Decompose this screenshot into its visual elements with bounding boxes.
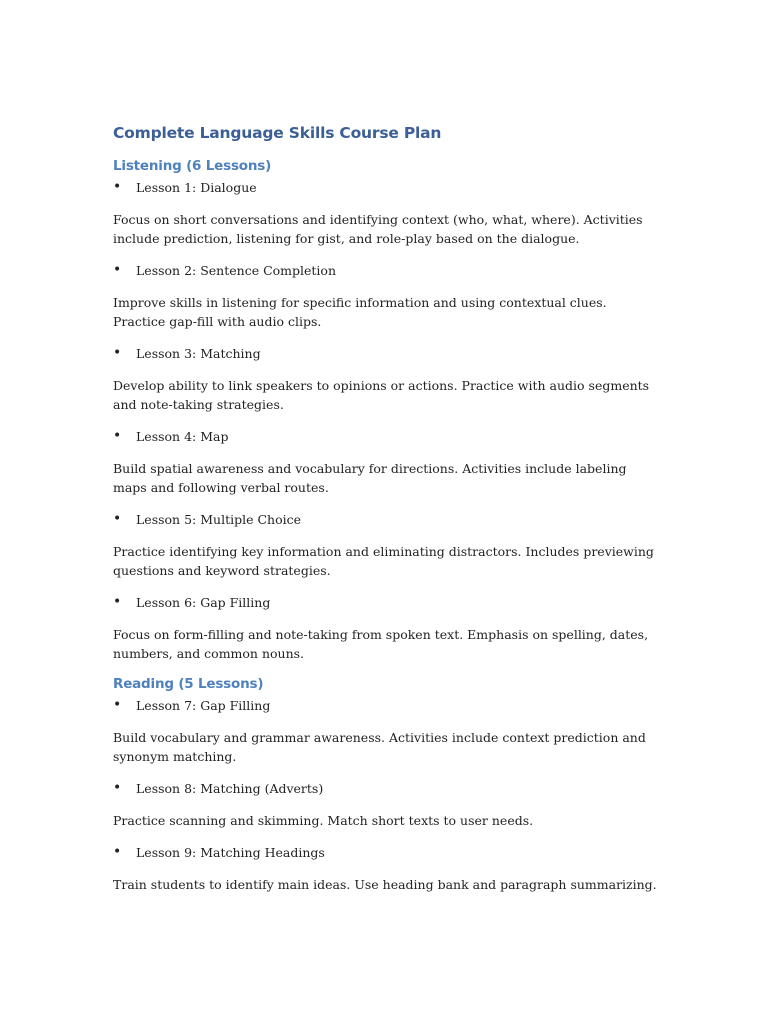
section-reading xyxy=(113,676,658,894)
lesson-description-6: Focus on form-filling and note-taking from spoken text. Emphasis on spelling, dates, numbers, and common nouns. xyxy=(113,627,649,661)
lesson-description-1: Focus on short conversations and identifying context (who, what, where). Activities include prediction, listening for gist, and role-play based on the dialogue. xyxy=(113,212,643,246)
lesson-label: Lesson 5: Multiple Choice xyxy=(136,512,301,527)
lesson-description-4: Build spatial awareness and vocabulary for directions. Activities include labeling maps and following verbal routes. xyxy=(113,461,627,495)
bullet-icon: • xyxy=(113,594,122,610)
lesson-label: Lesson 1: Dialogue xyxy=(136,180,257,195)
lesson-description-8: Practice scanning and skimming. Match short texts to user needs. xyxy=(113,813,534,828)
bullet-icon: • xyxy=(113,697,122,713)
section-listening xyxy=(113,158,658,663)
lesson-label: Lesson 7: Gap Filling xyxy=(136,698,271,713)
lesson-bullet-6 xyxy=(113,593,658,612)
lesson-bullet-8 xyxy=(113,779,658,798)
lesson-description-3: Develop ability to link speakers to opinions or actions. Practice with audio segments and note-taking strategies. xyxy=(113,378,650,412)
section-heading-listening: Listening (6 Lessons) xyxy=(113,158,272,174)
lesson-description-2: Improve skills in listening for specific information and using contextual clues. Practice gap-fill with audio clips. xyxy=(113,295,607,329)
bullet-icon: • xyxy=(113,780,122,796)
lesson-bullet-1 xyxy=(113,178,658,197)
lesson-label: Lesson 3: Matching xyxy=(136,346,261,361)
lesson-description-5: Practice identifying key information and eliminating distractors. Includes previewing questions and keyword strategies. xyxy=(113,544,654,578)
lesson-label: Lesson 4: Map xyxy=(136,429,229,444)
document-page xyxy=(113,124,658,907)
lesson-bullet-7 xyxy=(113,696,658,715)
lesson-bullet-9 xyxy=(113,843,658,862)
lesson-description-9: Train students to identify main ideas. Use heading bank and paragraph summarizing. xyxy=(113,877,657,892)
document-title: Complete Language Skills Course Plan xyxy=(113,124,442,142)
bullet-icon: • xyxy=(113,428,122,444)
section-heading-reading: Reading (5 Lessons) xyxy=(113,676,264,692)
bullet-icon: • xyxy=(113,511,122,527)
bullet-icon: • xyxy=(113,345,122,361)
lesson-bullet-2 xyxy=(113,261,658,280)
lesson-bullet-3 xyxy=(113,344,658,363)
lesson-label: Lesson 6: Gap Filling xyxy=(136,595,271,610)
bullet-icon: • xyxy=(113,179,122,195)
lesson-label: Lesson 8: Matching (Adverts) xyxy=(136,781,324,796)
bullet-icon: • xyxy=(113,262,122,278)
lesson-label: Lesson 2: Sentence Completion xyxy=(136,263,337,278)
lesson-bullet-5 xyxy=(113,510,658,529)
lesson-description-7: Build vocabulary and grammar awareness. Activities include context prediction and synonym matching. xyxy=(113,730,646,764)
bullet-icon: • xyxy=(113,844,122,860)
lesson-label: Lesson 9: Matching Headings xyxy=(136,845,325,860)
lesson-bullet-4 xyxy=(113,427,658,446)
